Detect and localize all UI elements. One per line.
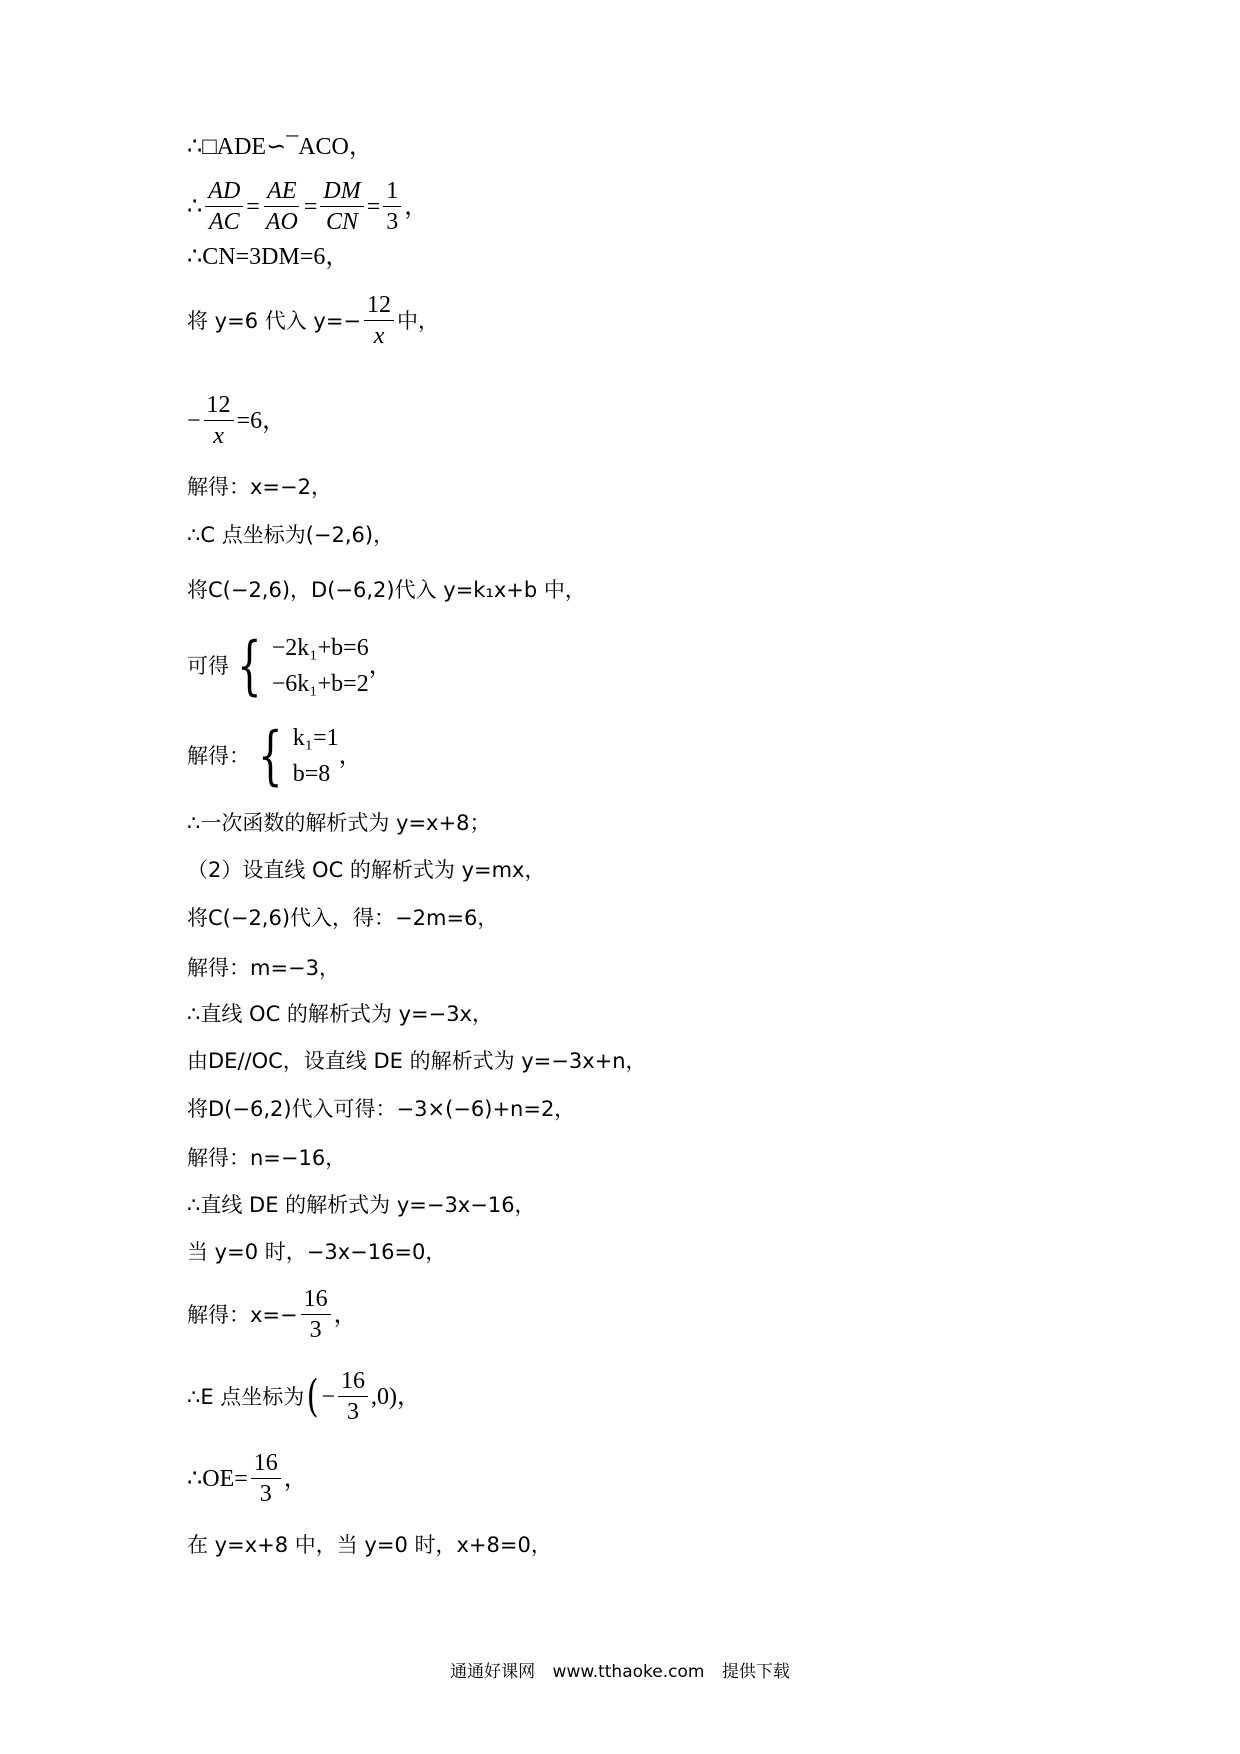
fraction — [338, 1366, 368, 1427]
fraction-line — [187, 290, 439, 351]
fraction — [251, 1448, 281, 1509]
page-footer — [0, 1657, 1240, 1682]
text-line — [187, 575, 586, 605]
system-row: k₁=1 — [292, 725, 339, 751]
line-text: 解得：x=−2， — [187, 475, 332, 499]
line-prefix: 解得： — [187, 744, 250, 768]
punctuation: ， — [404, 193, 429, 220]
equation-system — [250, 720, 339, 792]
denominator: x — [213, 423, 224, 449]
fraction-line — [187, 390, 286, 451]
footer-url[interactable]: www.tthaoke.com — [552, 1662, 705, 1682]
line-suffix: 中， — [397, 308, 440, 333]
text-line — [187, 242, 349, 272]
fraction-line: ∴E 点坐标为 ( − $\frac{16}{3}$ ,0)， — [187, 1368, 422, 1425]
brace: { — [237, 629, 262, 703]
line-text: （2）设直线 OC 的解析式为 y=mx， — [187, 858, 546, 882]
equation-system — [229, 630, 369, 702]
line-text: ∴直线 OC 的解析式为 y=−3x， — [187, 1002, 493, 1026]
text-line — [187, 1237, 446, 1267]
fraction — [383, 176, 401, 237]
denominator: AC — [208, 209, 240, 235]
line-text: 将D(−6,2)代入可得：−3×(−6)+n=2， — [187, 1097, 576, 1121]
line-text: 当 y=0 时，−3x−16=0， — [187, 1240, 447, 1264]
denominator: 3 — [309, 1317, 322, 1343]
fraction-line — [187, 1448, 308, 1509]
line-text: 解得：n=−16， — [187, 1146, 347, 1170]
line-text: 由DE//OC，设直线 DE 的解析式为 y=−3x+n， — [187, 1049, 647, 1073]
fraction — [320, 176, 363, 237]
system-row: −2k₁+b=6 — [271, 635, 369, 661]
line-prefix: 解得：x=− — [187, 1302, 298, 1327]
text-line — [187, 903, 498, 933]
footer-site-name: 通通好课网 — [450, 1662, 536, 1682]
text-line — [187, 472, 332, 502]
line-text: ∴CN=3DM=6， — [187, 244, 350, 270]
line-text: 将C(−2,6)，D(−6,2)代入 y=k₁x+b 中， — [187, 578, 586, 602]
therefore-symbol: ∴ — [187, 193, 203, 220]
text-line — [187, 999, 493, 1029]
denominator: x — [373, 323, 385, 349]
line-text: 解得：m=−3， — [187, 956, 341, 980]
numerator: AE — [264, 176, 299, 207]
denominator: 3 — [347, 1399, 360, 1425]
text-line — [187, 953, 340, 983]
line-suffix: ， — [283, 1465, 308, 1492]
fraction-line — [187, 1284, 358, 1345]
text-line — [187, 1046, 647, 1076]
fraction-chain-line: ∴ $\frac{AD}{AC}$ = $\frac{AE}{AO}$ = $\frac{DM}{CN}$ = $\frac{1}{3}$ ， — [187, 178, 429, 235]
fraction — [364, 290, 394, 351]
line-text: ∴□ADE∽¯ACO， — [187, 134, 373, 160]
equation-system-line — [187, 720, 363, 792]
numerator: 16 — [251, 1448, 281, 1479]
numerator: 1 — [383, 176, 401, 207]
line-prefix: ∴E 点坐标为 — [187, 1384, 305, 1409]
numerator: DM — [320, 176, 363, 207]
fraction — [205, 176, 243, 237]
brace: { — [258, 719, 283, 793]
system-row: −6k₁+b=2 — [271, 671, 369, 697]
line-text: ∴直线 DE 的解析式为 y=−3x−16， — [187, 1193, 536, 1217]
line-text: 将C(−2,6)代入，得：−2m=6， — [187, 906, 499, 930]
denominator: AO — [265, 209, 298, 235]
text-line — [187, 132, 373, 162]
numerator: 16 — [301, 1284, 331, 1315]
fraction — [263, 176, 301, 237]
system-row: b=8 — [292, 761, 331, 787]
text-line — [187, 855, 546, 885]
line-suffix: ， — [368, 653, 393, 679]
line-suffix: ,0)， — [371, 1383, 422, 1410]
line-prefix: 将 y=6 代入 y=− — [187, 308, 362, 333]
line-suffix: ， — [338, 743, 363, 769]
line-text: 在 y=x+8 中，当 y=0 时，x+8=0， — [187, 1533, 552, 1557]
text-line — [187, 1190, 536, 1220]
line-prefix: − — [187, 407, 201, 434]
text-line — [187, 1094, 575, 1124]
numerator: 12 — [364, 290, 394, 321]
line-prefix: 可得 — [187, 654, 229, 678]
text-line — [187, 808, 490, 838]
denominator: CN — [326, 209, 359, 235]
numerator: AD — [205, 176, 243, 207]
denominator: 3 — [259, 1481, 272, 1507]
line-text: ∴C 点坐标为(−2,6)， — [187, 523, 395, 547]
fraction — [301, 1284, 331, 1345]
line-suffix: ， — [333, 1301, 358, 1328]
text-line — [187, 520, 394, 550]
text-line — [187, 1530, 552, 1560]
equation-system-line — [187, 630, 393, 702]
numerator: 12 — [204, 390, 234, 421]
denominator: 3 — [386, 209, 399, 235]
footer-note: 提供下载 — [721, 1662, 790, 1682]
line-suffix: =6， — [236, 407, 287, 434]
left-paren: ( — [306, 1370, 319, 1422]
fraction — [204, 390, 234, 451]
line-text: ∴一次函数的解析式为 y=x+8； — [187, 811, 491, 835]
text-line — [187, 1143, 346, 1173]
numerator: 16 — [338, 1366, 368, 1397]
line-prefix: ∴OE= — [187, 1465, 248, 1492]
